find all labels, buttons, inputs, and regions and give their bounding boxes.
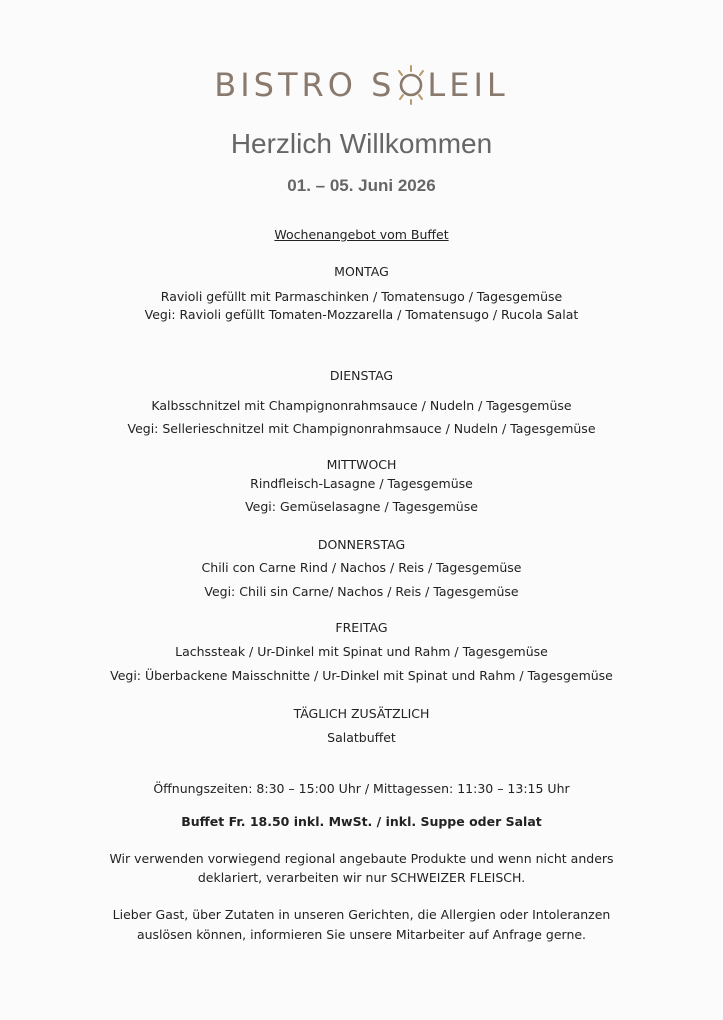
logo-text-right: LEIL	[427, 66, 509, 104]
dish-wednesday: Rindfleisch-Lasagne / Tagesgemüse	[250, 476, 473, 491]
day-monday: MONTAG	[334, 264, 389, 279]
regional-note-line-2: deklariert, verarbeiten wir nur SCHWEIZER FLEISCH.	[197, 870, 526, 885]
dish-tuesday: Kalbsschnitzel mit Champignonrahmsauce / Nudeln / Tagesgemüse	[151, 398, 572, 413]
bistro-soleil-logo	[0, 66, 723, 104]
logo-text-left: BISTRO S	[214, 66, 396, 104]
regional-note-line-1: Wir verwenden vorwiegend regional angebaute Produkte und wenn nicht anders	[109, 851, 614, 866]
allergy-note-line-2: auslösen können, informieren Sie unsere Mitarbeiter auf Anfrage gerne.	[136, 927, 587, 942]
day-tuesday: DIENSTAG	[329, 368, 394, 383]
allergy-note-line-1: Lieber Gast, über Zutaten in unseren Gerichten, die Allergien oder Intoleranzen	[112, 907, 611, 922]
opening-hours: Öffnungszeiten: 8:30 – 15:00 Uhr / Mittagessen: 11:30 – 13:15 Uhr	[153, 781, 570, 796]
dish-monday: Ravioli gefüllt mit Parmaschinken / Tomatensugo / Tagesgemüse	[160, 289, 563, 304]
dish-friday: Lachssteak / Ur-Dinkel mit Spinat und Rahm / Tagesgemüse	[175, 644, 548, 659]
vegi-wednesday: Vegi: Gemüselasagne / Tagesgemüse	[245, 499, 478, 514]
welcome-title: Herzlich Willkommen	[230, 128, 493, 159]
vegi-friday: Vegi: Überbackene Maisschnitte / Ur-Dinkel mit Spinat und Rahm / Tagesgemüse	[110, 668, 613, 683]
buffet-price: Buffet Fr. 18.50 inkl. MwSt. / inkl. Suppe oder Salat	[181, 814, 542, 829]
vegi-thursday: Vegi: Chili sin Carne/ Nachos / Reis / Tagesgemüse	[204, 584, 519, 599]
day-thursday: DONNERSTAG	[317, 537, 406, 552]
date-range: 01. – 05. Juni 2026	[287, 176, 436, 195]
dish-thursday: Chili con Carne Rind / Nachos / Reis / Tagesgemüse	[201, 560, 522, 575]
vegi-monday: Vegi: Ravioli gefüllt Tomaten-Mozzarella / Tomatensugo / Rucola Salat	[144, 307, 579, 322]
daily-item: Salatbuffet	[327, 730, 396, 745]
vegi-tuesday: Vegi: Sellerieschnitzel mit Champignonrahmsauce / Nudeln / Tagesgemüse	[127, 421, 596, 436]
sun-icon	[397, 69, 425, 99]
daily-heading: TÄGLICH ZUSÄTZLICH	[293, 706, 430, 721]
menu-heading: Wochenangebot vom Buffet	[274, 227, 449, 242]
day-wednesday: MITTWOCH	[326, 457, 397, 472]
day-friday: FREITAG	[335, 620, 388, 635]
